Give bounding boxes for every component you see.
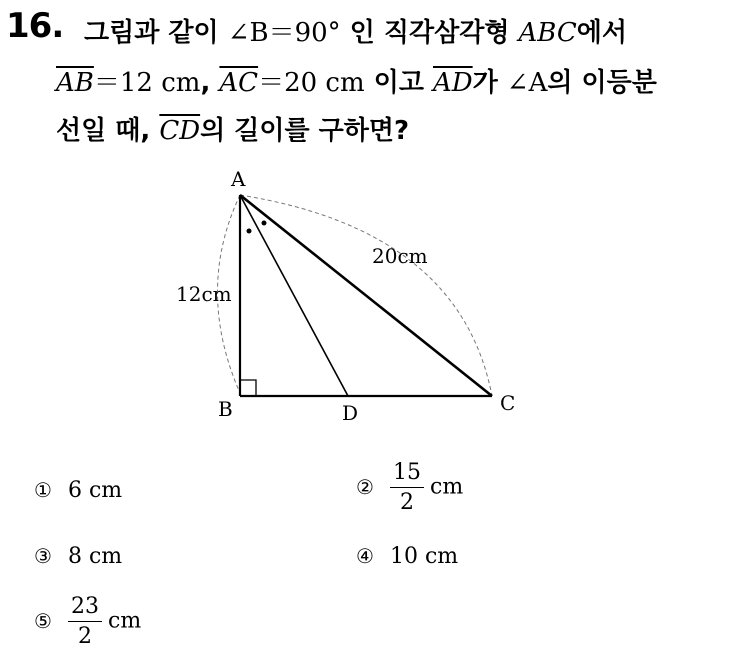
choice-5[interactable] — [34, 594, 141, 649]
q-text: 그림과 같이 — [84, 18, 228, 48]
triangle-figure — [170, 160, 530, 430]
ab-value: ＝12 cm — [93, 68, 201, 98]
q-text: , — [200, 68, 220, 98]
bisector-ad — [240, 195, 348, 396]
choice-1[interactable] — [34, 478, 122, 503]
choice-fraction — [68, 594, 102, 649]
fraction-denominator: 2 — [400, 490, 414, 515]
right-angle-mark — [240, 380, 256, 396]
fraction-numerator: 23 — [68, 594, 102, 622]
choice-4[interactable] — [356, 544, 458, 569]
choice-fraction — [390, 460, 424, 515]
choice-mark: ④ — [356, 544, 374, 568]
q-text: 가 — [472, 68, 507, 98]
choice-value: 8 cm — [68, 544, 123, 569]
choice-3[interactable] — [34, 544, 122, 569]
label-d: D — [342, 401, 359, 425]
q-text: 의 길이를 구하면? — [200, 116, 410, 146]
q-text: 선일 때, — [56, 116, 160, 146]
q-text: 인 직각삼각형 — [340, 18, 519, 48]
segment-cd: $\overline{CD}$ — [159, 116, 201, 146]
choice-2[interactable] — [356, 460, 463, 515]
label-c: C — [500, 391, 516, 415]
label-a: A — [231, 167, 246, 191]
question-line-1 — [84, 12, 627, 49]
fraction-numerator: 15 — [390, 460, 424, 488]
segment-ab: $\overline{AB}$ — [56, 68, 94, 98]
choice-mark: ① — [34, 478, 52, 502]
choice-value: 6 cm — [68, 478, 123, 503]
question-line-3 — [56, 110, 409, 147]
q-text: 의 이등분 — [547, 68, 657, 98]
choice-mark: ③ — [34, 544, 52, 568]
side-ac — [240, 195, 492, 396]
angle-mark-dot — [262, 221, 267, 226]
label-ab-length: 12cm — [176, 282, 232, 306]
choice-unit: cm — [108, 608, 142, 634]
q-text: 에서 — [576, 18, 628, 48]
ac-value: ＝20 cm — [258, 68, 365, 98]
question-line-2 — [56, 62, 657, 99]
angle-b-expr: ∠B＝90° — [227, 18, 341, 48]
triangle-name: ABC — [518, 18, 577, 48]
q-text: 이고 — [364, 68, 433, 98]
choice-mark: ② — [356, 474, 374, 499]
label-ac-length: 20cm — [372, 244, 428, 268]
question-number: 16. — [6, 6, 64, 46]
angle-a-expr: ∠A — [506, 68, 548, 98]
segment-ad: $\overline{AD}$ — [433, 68, 473, 98]
segment-ac: $\overline{AC}$ — [219, 68, 259, 98]
angle-mark-dot — [247, 229, 252, 234]
label-b: B — [218, 397, 233, 421]
choice-value: 10 cm — [390, 544, 459, 569]
choice-unit: cm — [430, 474, 464, 500]
choice-mark: ⑤ — [34, 608, 52, 633]
fraction-denominator: 2 — [78, 624, 92, 649]
